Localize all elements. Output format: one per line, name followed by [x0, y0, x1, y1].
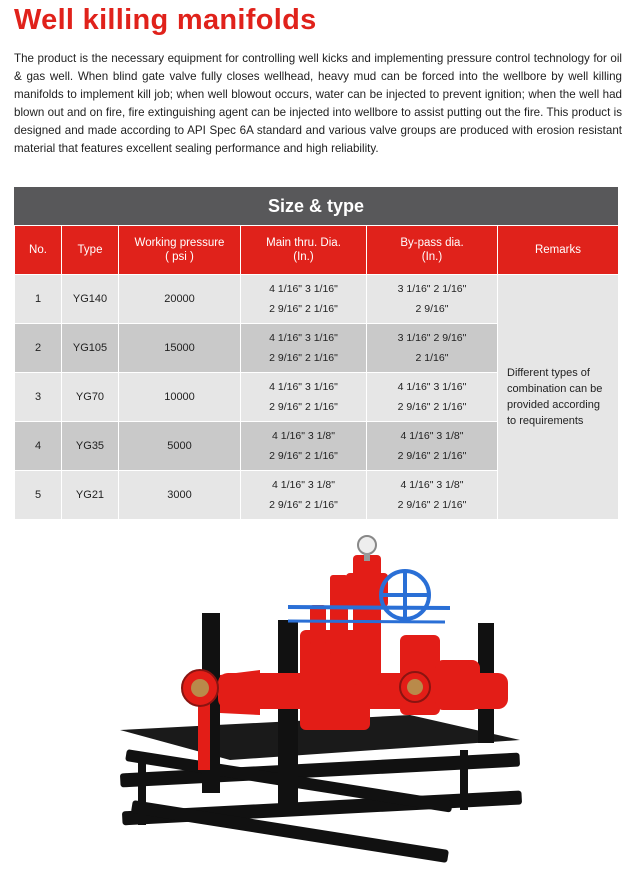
main-dia-line: 2 9/16" 2 1/16" [269, 450, 338, 462]
cell-pressure: 15000 [119, 324, 241, 373]
header-main-dia-unit: (In.) [293, 251, 314, 263]
manifold-product-image [110, 525, 530, 870]
handwheel [381, 571, 429, 619]
table-row [15, 275, 619, 324]
header-remarks: Remarks [498, 226, 619, 275]
cell-type: YG21 [62, 471, 119, 520]
spec-table [14, 225, 619, 520]
bypass-dia-line: 3 1/16" 2 1/16" [397, 283, 467, 295]
valve-handle [288, 621, 445, 622]
header-bypass-dia [367, 226, 498, 275]
bypass-dia-line: 2 1/16" [415, 352, 449, 364]
cell-no: 5 [15, 471, 62, 520]
cell-main-dia [241, 422, 367, 471]
header-bypass-dia-label: By-pass dia. [400, 237, 464, 249]
spec-table-section [14, 187, 618, 520]
cell-type: YG70 [62, 373, 119, 422]
cell-no: 2 [15, 324, 62, 373]
main-dia-line: 4 1/16" 3 1/8" [272, 430, 335, 442]
bypass-dia-line: 3 1/16" 2 9/16" [397, 332, 467, 344]
bypass-dia-line: 2 9/16" [415, 303, 449, 315]
main-dia-line: 2 9/16" 2 1/16" [269, 499, 338, 511]
spec-table-title: Size & type [14, 187, 618, 225]
cell-pressure: 5000 [119, 422, 241, 471]
main-dia-line: 4 1/16" 3 1/16" [269, 381, 338, 393]
bypass-dia-line: 2 9/16" 2 1/16" [397, 401, 467, 413]
cell-type: YG35 [62, 422, 119, 471]
main-dia-line: 4 1/16" 3 1/16" [269, 283, 338, 295]
cell-bypass-dia [367, 324, 498, 373]
header-working-pressure-unit: ( psi ) [165, 251, 194, 263]
cell-main-dia [241, 324, 367, 373]
main-dia-line: 4 1/16" 3 1/8" [272, 479, 335, 491]
cell-bypass-dia [367, 422, 498, 471]
cell-main-dia [241, 373, 367, 422]
cell-type: YG105 [62, 324, 119, 373]
bypass-dia-line: 4 1/16" 3 1/16" [397, 381, 467, 393]
table-header-row [15, 226, 619, 275]
page-title: Well killing manifolds [14, 4, 317, 36]
header-bypass-dia-unit: (In.) [421, 251, 443, 263]
cell-bypass-dia [367, 275, 498, 324]
bypass-dia-line: 4 1/16" 3 1/8" [400, 479, 464, 491]
main-dia-line: 4 1/16" 3 1/16" [269, 332, 338, 344]
bypass-dia-line: 2 9/16" 2 1/16" [397, 499, 467, 511]
cell-pressure: 3000 [119, 471, 241, 520]
cell-type: YG140 [62, 275, 119, 324]
bypass-dia-line: 4 1/16" 3 1/8" [400, 430, 464, 442]
header-no: No. [15, 226, 62, 275]
cell-pressure: 10000 [119, 373, 241, 422]
header-working-pressure-label: Working pressure [134, 237, 225, 249]
header-working-pressure [119, 226, 241, 275]
cell-no: 1 [15, 275, 62, 324]
cell-no: 4 [15, 422, 62, 471]
cell-pressure: 20000 [119, 275, 241, 324]
header-main-dia [241, 226, 367, 275]
cell-bypass-dia [367, 373, 498, 422]
cell-main-dia [241, 471, 367, 520]
header-main-dia-label: Main thru. Dia. [266, 237, 341, 249]
main-dia-line: 2 9/16" 2 1/16" [269, 352, 338, 364]
intro-paragraph: The product is the necessary equipment for controlling well kicks and implementing pressure control technology for oil & gas well. When blind gate valve fully closes wellhead, heavy mud can be forced into the wellbore by well killing manifolds to implement kill job; when well blowout occurs, water can be injected to prevent ignition; when the well had blown out and on fire, fire extinguishing agent can be injected into wellbore to assist putting out the fire. This product is designed and made according to API Spec 6A standard and various valve groups are produced with erosion resistant material that features excellent sealing performance and high reliability. [14, 52, 622, 155]
main-dia-line: 2 9/16" 2 1/16" [269, 401, 338, 413]
cell-no: 3 [15, 373, 62, 422]
valve-handle [288, 607, 450, 608]
main-dia-line: 2 9/16" 2 1/16" [269, 303, 338, 315]
cell-remarks: Different types of combination can be provided according to requirements [498, 275, 619, 520]
cell-main-dia [241, 275, 367, 324]
bypass-dia-line: 2 9/16" 2 1/16" [397, 450, 467, 462]
cell-bypass-dia [367, 471, 498, 520]
header-type: Type [62, 226, 119, 275]
